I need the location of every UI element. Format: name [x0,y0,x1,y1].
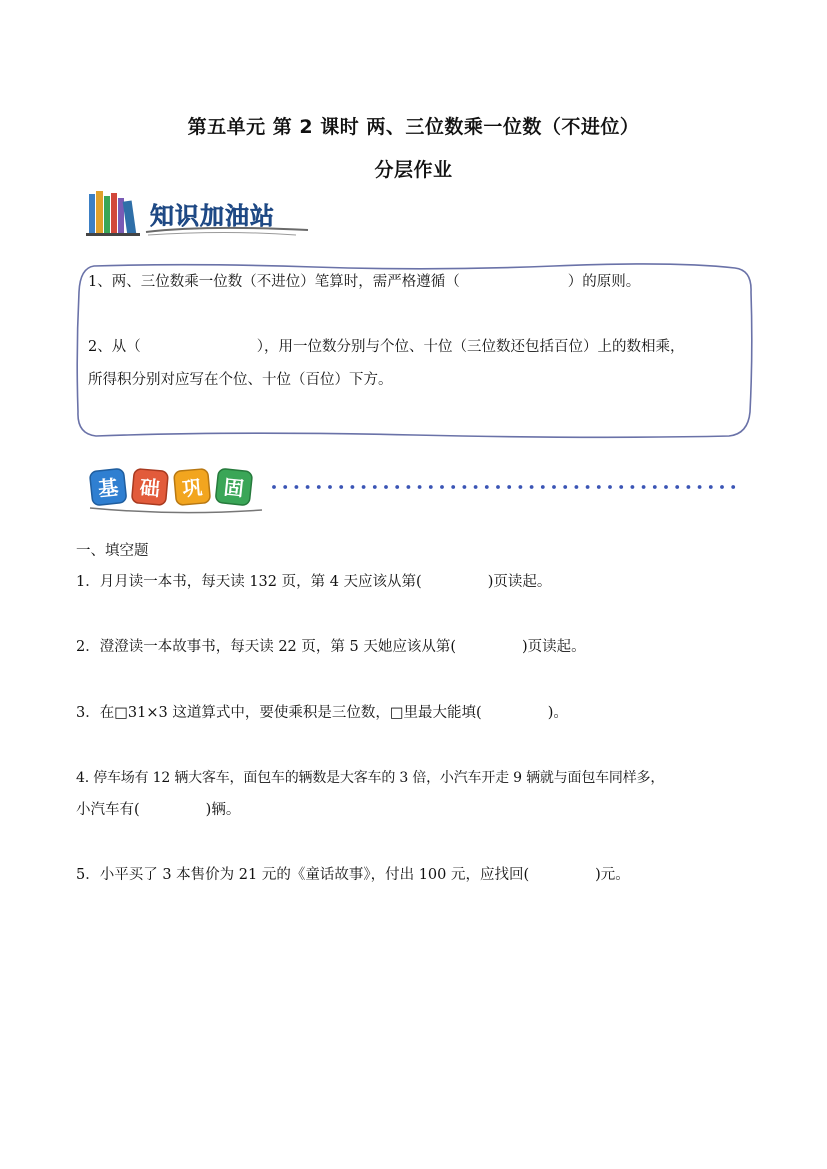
question-5 [76,864,630,886]
basics-char-3: 巩 [181,475,204,501]
divider-dot [283,485,287,489]
divider-dot [384,485,388,489]
knowledge-station-banner [86,188,312,240]
basics-char-1: 基 [97,475,120,501]
question-1 [76,571,551,593]
divider-dot [619,485,623,489]
divider-dot [362,485,366,489]
divider-dot [295,485,299,489]
divider-dot [698,485,702,489]
divider-dot [586,485,590,489]
divider-dot [407,485,411,489]
knowledge-station-label: 知识加油站 [150,202,275,230]
divider-dot [429,485,433,489]
page-subtitle: 分层作业 [374,159,453,181]
question-4-text-end: )辆。 [205,802,241,818]
divider-dot [519,485,523,489]
page-title: 第五单元 第 2 课时 两、三位数乘一位数（不进位） [187,116,640,138]
divider-dot [272,485,276,489]
divider-dot [575,485,579,489]
divider-dot [709,485,713,489]
divider-dot [687,485,691,489]
divider-dot [463,485,467,489]
question-2-text-end: )页读起。 [522,639,586,655]
question-2-text: 2．澄澄读一本故事书，每天读 22 页，第 5 天她应该从第( [76,639,456,655]
question-4-line-1: 4. 停车场有 12 辆大客车，面包车的辆数是大客车的 3 倍，小汽车开走 9 辆就与面包车同样多， [76,770,665,786]
basics-char-2: 础 [138,475,161,501]
basics-badges [86,462,746,518]
divider-dot [395,485,399,489]
divider-dot [418,485,422,489]
divider-dot [440,485,444,489]
divider-dot [664,485,668,489]
divider-dot [373,485,377,489]
knowledge-item-2-continued: 所得积分别对应写在个位、十位（百位）下方。 [88,372,393,388]
question-4-line-2 [76,799,240,821]
divider-dot [507,485,511,489]
divider-dot [720,485,724,489]
divider-dot [597,485,601,489]
divider-dot [306,485,310,489]
section-heading: 一、填空题 [76,543,149,559]
divider-dot [451,485,455,489]
divider-dot [608,485,612,489]
divider-dot [317,485,321,489]
dotted-divider [272,485,735,489]
divider-dot [552,485,556,489]
knowledge-item-1-text: 1、两、三位数乘一位数（不进位）笔算时，需严格遵循（ [88,274,460,290]
knowledge-item-2 [88,337,684,357]
question-2 [76,636,586,658]
divider-dot [653,485,657,489]
knowledge-item-2-text: 2、从（ [88,339,141,355]
question-4-text: 小汽车有( [76,802,140,818]
question-5-text: 5．小平买了 3 本售价为 21 元的《童话故事》，付出 100 元，应找回( [76,867,530,883]
divider-dot [339,485,343,489]
divider-dot [351,485,355,489]
basics-char-4: 固 [222,475,245,501]
divider-dot [563,485,567,489]
question-3-text: 3．在□31×3 这道算式中，要使乘积是三位数，□里最大能填( [76,705,482,721]
divider-dot [631,485,635,489]
question-1-text: 1．月月读一本书，每天读 132 页，第 4 天应该从第( [76,574,422,590]
knowledge-item-1-text-end: ）的原则。 [567,274,641,290]
divider-dot [530,485,534,489]
question-3 [76,702,568,724]
divider-dot [474,485,478,489]
question-3-text-end: )。 [547,705,568,721]
divider-dot [731,485,735,489]
divider-dot [675,485,679,489]
question-1-text-end: )页读起。 [487,574,552,590]
divider-dot [328,485,332,489]
divider-dot [541,485,545,489]
divider-dot [485,485,489,489]
knowledge-item-2-text-end: ），用一位数分别与个位、十位（三位数还包括百位）上的数相乘， [256,339,685,355]
divider-dot [496,485,500,489]
basics-banner [86,462,746,518]
question-5-text-end: )元。 [595,867,630,883]
knowledge-item-1 [88,272,640,292]
divider-dot [642,485,646,489]
